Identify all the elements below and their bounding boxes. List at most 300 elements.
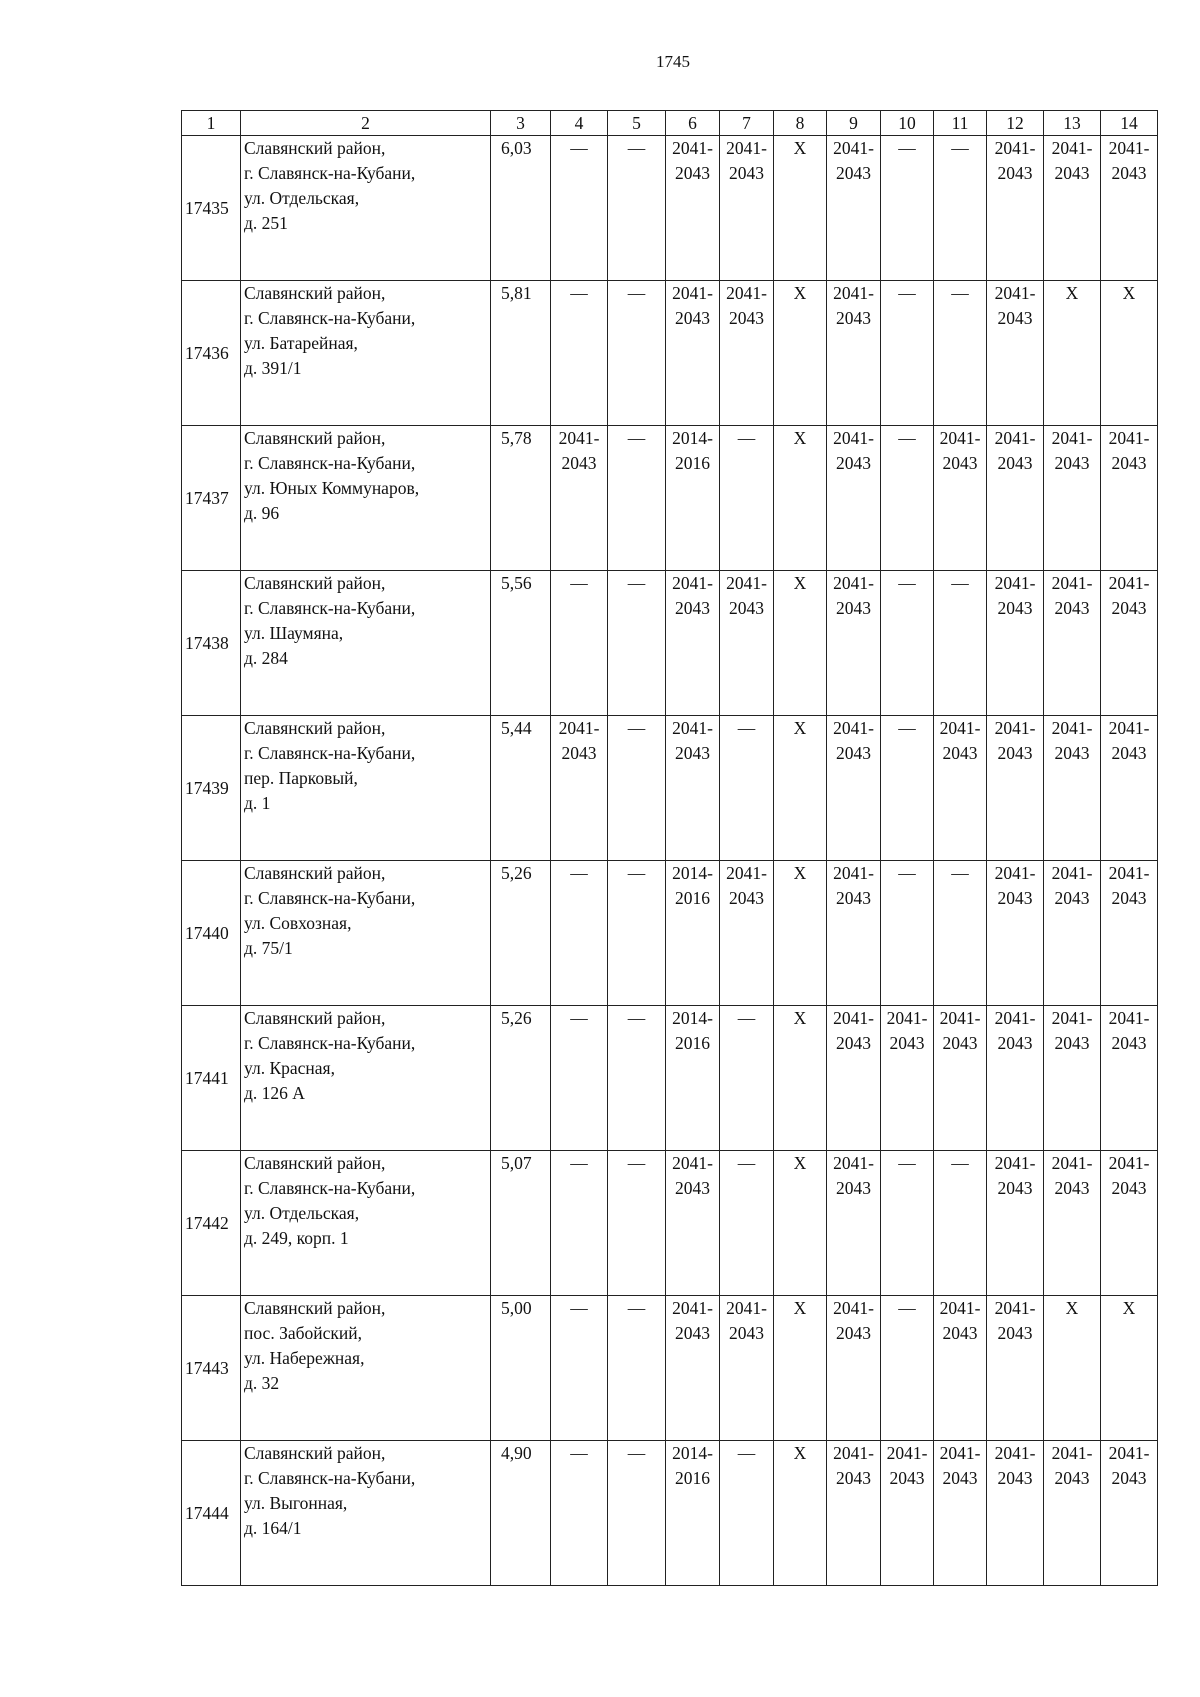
period-cell-col13	[1044, 1441, 1101, 1586]
row-id: 17438	[182, 571, 241, 716]
cell-text: 2043	[836, 1178, 871, 1198]
address-line: г. Славянск-на-Кубани,	[244, 598, 416, 618]
address-line: Славянский район,	[244, 1443, 386, 1463]
cell-text: 2043	[1054, 743, 1090, 763]
cell-text: —	[570, 283, 588, 303]
address-line: г. Славянск-на-Кубани,	[244, 163, 416, 183]
period-cell-col6	[666, 716, 720, 861]
header-row	[182, 111, 1158, 136]
cell-text: 2043	[997, 308, 1033, 328]
value-cell-col3: 5,00	[491, 1296, 551, 1441]
cell-text: 2043	[997, 1178, 1033, 1198]
address-line: д. 96	[244, 503, 280, 523]
cell-text: X	[1065, 283, 1079, 303]
period-cell-col8	[774, 426, 827, 571]
table-row	[182, 716, 1158, 861]
period-cell-col10	[881, 861, 934, 1006]
cell-text: 2016	[675, 453, 710, 473]
cell-text: 2043	[1054, 1033, 1090, 1053]
cell-text: —	[898, 138, 916, 158]
row-id: 17444	[182, 1441, 241, 1586]
period-cell-col12	[987, 136, 1044, 281]
address-line: Славянский район,	[244, 428, 386, 448]
cell-text: 2043	[675, 598, 710, 618]
cell-text: 2041-	[833, 1153, 874, 1173]
cell-text: —	[951, 283, 969, 303]
cell-text: 2041-	[939, 428, 981, 448]
period-cell-col6	[666, 426, 720, 571]
period-cell-col7	[720, 1151, 774, 1296]
address-line: пос. Забойский,	[244, 1323, 362, 1343]
cell-text: 2016	[675, 1468, 710, 1488]
cell-text: 2041-	[833, 283, 874, 303]
period-cell-col13	[1044, 1151, 1101, 1296]
cell-text: 2043	[1054, 1468, 1090, 1488]
period-cell-col10	[881, 136, 934, 281]
cell-text: 2041-	[1108, 718, 1150, 738]
column-header-3: 3	[491, 111, 551, 136]
cell-text: 2043	[997, 888, 1033, 908]
cell-text: 2041-	[994, 1298, 1036, 1318]
period-cell-col11	[934, 1441, 987, 1586]
period-cell-col14	[1101, 1006, 1158, 1151]
cell-text: 2041-	[1051, 718, 1093, 738]
cell-text: 2043	[1111, 1468, 1147, 1488]
period-cell-col9	[827, 136, 881, 281]
period-cell-col4	[551, 281, 608, 426]
cell-text: 2043	[561, 453, 597, 473]
row-id: 17436	[182, 281, 241, 426]
cell-text: —	[627, 138, 646, 158]
cell-text: 2043	[997, 1033, 1033, 1053]
cell-text: 2043	[836, 888, 871, 908]
period-cell-col12	[987, 1441, 1044, 1586]
address-line: г. Славянск-на-Кубани,	[244, 308, 416, 328]
period-cell-col5	[608, 281, 666, 426]
cell-text: 2041-	[886, 1443, 928, 1463]
cell-text: 2014-	[672, 863, 713, 883]
address-line: д. 391/1	[244, 358, 302, 378]
period-cell-col12	[987, 1006, 1044, 1151]
period-cell-col12	[987, 426, 1044, 571]
column-header-12: 12	[987, 111, 1044, 136]
cell-text: 2041-	[726, 283, 767, 303]
address-cell	[241, 281, 491, 426]
cell-text: X	[1122, 1298, 1136, 1318]
cell-text: 2043	[836, 1468, 871, 1488]
address-line: ул. Отдельская,	[244, 1203, 360, 1223]
value-cell-col3: 6,03	[491, 136, 551, 281]
address-cell	[241, 1441, 491, 1586]
table-row	[182, 1006, 1158, 1151]
address-line: ул. Батарейная,	[244, 333, 358, 353]
cell-text: 2041-	[672, 573, 713, 593]
period-cell-col6	[666, 861, 720, 1006]
cell-text: —	[627, 718, 646, 738]
period-cell-col6	[666, 136, 720, 281]
period-cell-col4	[551, 1296, 608, 1441]
cell-text: 2043	[675, 308, 710, 328]
cell-text: —	[570, 1153, 588, 1173]
cell-text: 2043	[1054, 888, 1090, 908]
cell-text: 2014-	[672, 1008, 713, 1028]
address-line: Славянский район,	[244, 863, 386, 883]
address-line: г. Славянск-на-Кубани,	[244, 1468, 416, 1488]
cell-text: 2041-	[672, 138, 713, 158]
cell-text: 2043	[942, 743, 978, 763]
period-cell-col13	[1044, 1006, 1101, 1151]
cell-text: 2043	[836, 1323, 871, 1343]
cell-text: —	[570, 1298, 588, 1318]
cell-text: 2041-	[1108, 573, 1150, 593]
address-line: ул. Юных Коммунаров,	[244, 478, 420, 498]
period-cell-col4	[551, 716, 608, 861]
cell-text: 2041-	[939, 718, 981, 738]
period-cell-col9	[827, 1151, 881, 1296]
period-cell-col6	[666, 1296, 720, 1441]
period-cell-col8	[774, 281, 827, 426]
cell-text: 2041-	[939, 1008, 981, 1028]
period-cell-col12	[987, 571, 1044, 716]
cell-text: —	[627, 1153, 646, 1173]
address-line: Славянский район,	[244, 718, 386, 738]
cell-text: 2041-	[994, 863, 1036, 883]
value-cell-col3: 5,44	[491, 716, 551, 861]
cell-text: 2041-	[1051, 573, 1093, 593]
period-cell-col7	[720, 716, 774, 861]
period-cell-col11	[934, 426, 987, 571]
address-line: д. 1	[244, 793, 271, 813]
value-cell-col3: 5,07	[491, 1151, 551, 1296]
cell-text: X	[1122, 283, 1136, 303]
period-cell-col5	[608, 571, 666, 716]
cell-text: 2041-	[833, 428, 874, 448]
address-cell	[241, 1006, 491, 1151]
period-cell-col13	[1044, 861, 1101, 1006]
cell-text: 2041-	[1051, 1008, 1093, 1028]
table-row	[182, 1151, 1158, 1296]
period-cell-col14	[1101, 136, 1158, 281]
cell-text: —	[737, 718, 756, 738]
cell-text: —	[898, 1153, 916, 1173]
cell-text: 2043	[997, 1468, 1033, 1488]
cell-text: 2043	[675, 163, 710, 183]
period-cell-col10	[881, 716, 934, 861]
address-line: ул. Красная,	[244, 1058, 335, 1078]
address-line: д. 32	[244, 1373, 280, 1393]
cell-text: 2043	[942, 1033, 978, 1053]
period-cell-col13	[1044, 281, 1101, 426]
period-cell-col13	[1044, 1296, 1101, 1441]
address-line: г. Славянск-на-Кубани,	[244, 1178, 416, 1198]
period-cell-col7	[720, 1296, 774, 1441]
address-cell	[241, 136, 491, 281]
cell-text: 2041-	[726, 138, 767, 158]
cell-text: 2043	[836, 743, 871, 763]
cell-text: —	[627, 573, 646, 593]
address-line: г. Славянск-на-Кубани,	[244, 1033, 416, 1053]
cell-text: X	[793, 573, 807, 593]
cell-text: 2041-	[1051, 1153, 1093, 1173]
cell-text: 2041-	[833, 573, 874, 593]
cell-text: 2041-	[558, 718, 600, 738]
address-line: г. Славянск-на-Кубани,	[244, 453, 416, 473]
value-cell-col3: 5,26	[491, 861, 551, 1006]
period-cell-col4	[551, 426, 608, 571]
table-row	[182, 571, 1158, 716]
cell-text: —	[570, 138, 588, 158]
value-cell-col3: 5,78	[491, 426, 551, 571]
period-cell-col5	[608, 1441, 666, 1586]
period-cell-col4	[551, 1006, 608, 1151]
cell-text: —	[898, 863, 916, 883]
column-header-2: 2	[241, 111, 491, 136]
cell-text: 2014-	[672, 1443, 713, 1463]
period-cell-col4	[551, 861, 608, 1006]
cell-text: —	[570, 1008, 588, 1028]
cell-text: 2043	[1111, 453, 1147, 473]
cell-text: —	[627, 428, 646, 448]
address-line: д. 164/1	[244, 1518, 302, 1538]
cell-text: 2043	[1111, 1033, 1147, 1053]
cell-text: —	[737, 428, 756, 448]
cell-text: —	[570, 573, 588, 593]
period-cell-col8	[774, 136, 827, 281]
cell-text: —	[627, 1008, 646, 1028]
cell-text: 2041-	[672, 1298, 713, 1318]
cell-text: 2041-	[1108, 1008, 1150, 1028]
register-table	[181, 110, 1158, 1586]
cell-text: 2043	[729, 308, 764, 328]
cell-text: —	[898, 1298, 916, 1318]
period-cell-col9	[827, 716, 881, 861]
cell-text: 2041-	[994, 1153, 1036, 1173]
period-cell-col10	[881, 1006, 934, 1151]
cell-text: 2043	[561, 743, 597, 763]
column-header-6: 6	[666, 111, 720, 136]
address-line: ул. Набережная,	[244, 1348, 365, 1368]
cell-text: —	[898, 428, 916, 448]
cell-text: 2043	[997, 743, 1033, 763]
cell-text: —	[570, 1443, 588, 1463]
cell-text: 2041-	[833, 863, 874, 883]
cell-text: 2043	[729, 163, 764, 183]
period-cell-col8	[774, 716, 827, 861]
address-cell	[241, 1296, 491, 1441]
period-cell-col5	[608, 1151, 666, 1296]
cell-text: 2014-	[672, 428, 713, 448]
address-cell	[241, 426, 491, 571]
period-cell-col10	[881, 1296, 934, 1441]
cell-text: 2043	[889, 1468, 925, 1488]
period-cell-col14	[1101, 861, 1158, 1006]
cell-text: X	[793, 1443, 807, 1463]
cell-text: 2041-	[726, 573, 767, 593]
cell-text: 2043	[729, 888, 764, 908]
cell-text: 2041-	[994, 573, 1036, 593]
table-row	[182, 861, 1158, 1006]
column-header-8: 8	[774, 111, 827, 136]
period-cell-col6	[666, 1006, 720, 1151]
cell-text: 2041-	[726, 1298, 767, 1318]
address-line: д. 126 А	[244, 1083, 305, 1103]
table-row	[182, 1441, 1158, 1586]
period-cell-col12	[987, 1151, 1044, 1296]
address-cell	[241, 571, 491, 716]
period-cell-col10	[881, 571, 934, 716]
period-cell-col9	[827, 1006, 881, 1151]
cell-text: 2041-	[833, 1443, 874, 1463]
period-cell-col9	[827, 571, 881, 716]
cell-text: 2041-	[1051, 138, 1093, 158]
period-cell-col5	[608, 716, 666, 861]
cell-text: X	[793, 863, 807, 883]
cell-text: 2041-	[994, 138, 1036, 158]
cell-text: X	[793, 138, 807, 158]
period-cell-col7	[720, 861, 774, 1006]
column-header-5: 5	[608, 111, 666, 136]
cell-text: 2043	[675, 1323, 710, 1343]
period-cell-col8	[774, 571, 827, 716]
cell-text: —	[627, 1443, 646, 1463]
table-row	[182, 136, 1158, 281]
period-cell-col12	[987, 1296, 1044, 1441]
column-header-14: 14	[1101, 111, 1158, 136]
cell-text: —	[951, 1153, 969, 1173]
cell-text: 2043	[997, 163, 1033, 183]
cell-text: 2041-	[994, 1443, 1036, 1463]
address-cell	[241, 1151, 491, 1296]
cell-text: 2041-	[1108, 1153, 1150, 1173]
cell-text: 2041-	[672, 283, 713, 303]
cell-text: —	[737, 1443, 756, 1463]
column-header-9: 9	[827, 111, 881, 136]
period-cell-col14	[1101, 571, 1158, 716]
period-cell-col12	[987, 861, 1044, 1006]
address-line: г. Славянск-на-Кубани,	[244, 888, 416, 908]
row-id: 17443	[182, 1296, 241, 1441]
cell-text: 2041-	[1108, 138, 1150, 158]
row-id: 17440	[182, 861, 241, 1006]
cell-text: —	[898, 573, 916, 593]
period-cell-col11	[934, 1296, 987, 1441]
period-cell-col8	[774, 1006, 827, 1151]
period-cell-col7	[720, 136, 774, 281]
column-header-4: 4	[551, 111, 608, 136]
cell-text: X	[793, 428, 807, 448]
cell-text: —	[898, 718, 916, 738]
cell-text: —	[898, 283, 916, 303]
cell-text: 2043	[836, 453, 871, 473]
row-id: 17442	[182, 1151, 241, 1296]
address-line: г. Славянск-на-Кубани,	[244, 743, 416, 763]
cell-text: 2043	[889, 1033, 925, 1053]
cell-text: 2041-	[1051, 1443, 1093, 1463]
cell-text: 2043	[1054, 1178, 1090, 1198]
period-cell-col12	[987, 716, 1044, 861]
cell-text: 2016	[675, 1033, 710, 1053]
address-line: Славянский район,	[244, 1298, 386, 1318]
address-line: д. 251	[244, 213, 288, 233]
cell-text: 2041-	[1051, 863, 1093, 883]
cell-text: 2043	[675, 1178, 710, 1198]
period-cell-col4	[551, 1151, 608, 1296]
address-line: Славянский район,	[244, 283, 386, 303]
address-line: пер. Парковый,	[244, 768, 358, 788]
cell-text: 2043	[1111, 743, 1147, 763]
address-line: д. 249, корп. 1	[244, 1228, 349, 1248]
cell-text: 2041-	[939, 1298, 981, 1318]
cell-text: 2041-	[833, 1008, 874, 1028]
address-cell	[241, 861, 491, 1006]
period-cell-col7	[720, 571, 774, 716]
column-header-7: 7	[720, 111, 774, 136]
cell-text: X	[793, 718, 807, 738]
cell-text: X	[793, 1153, 807, 1173]
row-id: 17439	[182, 716, 241, 861]
cell-text: 2043	[942, 1468, 978, 1488]
cell-text: —	[951, 573, 969, 593]
period-cell-col11	[934, 1006, 987, 1151]
column-header-11: 11	[934, 111, 987, 136]
period-cell-col11	[934, 281, 987, 426]
period-cell-col5	[608, 1006, 666, 1151]
cell-text: 2041-	[1108, 428, 1150, 448]
cell-text: —	[737, 1008, 756, 1028]
cell-text: 2043	[1111, 1178, 1147, 1198]
period-cell-col5	[608, 1296, 666, 1441]
period-cell-col6	[666, 571, 720, 716]
cell-text: 2043	[1111, 598, 1147, 618]
column-header-1: 1	[182, 111, 241, 136]
address-line: Славянский район,	[244, 573, 386, 593]
address-line: д. 75/1	[244, 938, 293, 958]
address-cell	[241, 716, 491, 861]
period-cell-col8	[774, 1151, 827, 1296]
period-cell-col11	[934, 571, 987, 716]
table-row	[182, 281, 1158, 426]
table-body	[182, 136, 1158, 1586]
period-cell-col12	[987, 281, 1044, 426]
period-cell-col9	[827, 1296, 881, 1441]
cell-text: X	[1065, 1298, 1079, 1318]
cell-text: 2043	[1111, 163, 1147, 183]
address-line: ул. Совхозная,	[244, 913, 352, 933]
cell-text: 2041-	[672, 1153, 713, 1173]
period-cell-col11	[934, 136, 987, 281]
address-line: Славянский район,	[244, 138, 386, 158]
period-cell-col11	[934, 861, 987, 1006]
period-cell-col9	[827, 426, 881, 571]
period-cell-col13	[1044, 571, 1101, 716]
cell-text: 2043	[997, 598, 1033, 618]
period-cell-col10	[881, 1151, 934, 1296]
period-cell-col14	[1101, 281, 1158, 426]
cell-text: X	[793, 1298, 807, 1318]
cell-text: —	[951, 863, 969, 883]
cell-text: 2043	[836, 163, 871, 183]
period-cell-col5	[608, 426, 666, 571]
cell-text: 2041-	[1051, 428, 1093, 448]
address-line: ул. Выгонная,	[244, 1493, 348, 1513]
cell-text: 2043	[1054, 163, 1090, 183]
table-row	[182, 1296, 1158, 1441]
period-cell-col10	[881, 1441, 934, 1586]
value-cell-col3: 4,90	[491, 1441, 551, 1586]
column-header-10: 10	[881, 111, 934, 136]
cell-text: —	[627, 283, 646, 303]
period-cell-col6	[666, 1151, 720, 1296]
